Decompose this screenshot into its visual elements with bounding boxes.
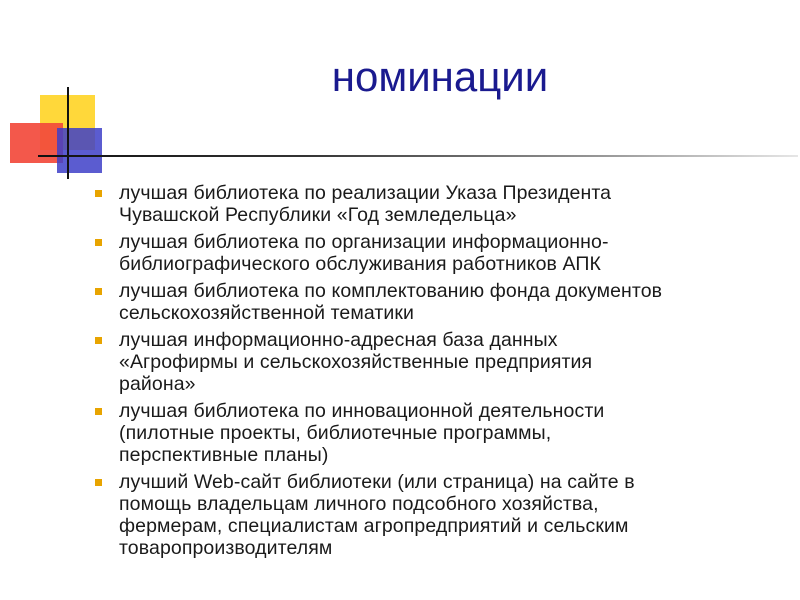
list-item (95, 329, 795, 395)
list-item (95, 231, 795, 275)
decorative-squares-logo (0, 0, 130, 190)
list-item (95, 280, 795, 324)
slide-title: номинации (331, 53, 549, 100)
list-item-text: лучшая информационно-адресная база данных «Агрофирмы и сельскохозяйственные предприятия района» (119, 329, 593, 395)
nominations-list (95, 182, 795, 564)
horizontal-divider-line (38, 155, 798, 157)
list-item-text: лучшая библиотека по комплектованию фонда документов сельскохозяйственной тематики (119, 280, 663, 324)
blue-square-shape (57, 128, 102, 173)
list-item-text: лучшая библиотека по инновационной деятельности (пилотные проекты, библиотечные программы, перспективные планы) (119, 400, 605, 466)
red-square-shape (10, 123, 63, 163)
square-bullet-icon (95, 288, 102, 295)
vertical-divider-line (67, 87, 69, 179)
list-item (95, 182, 795, 226)
square-bullet-icon (95, 190, 102, 197)
list-item-text: лучший Web-сайт библиотеки (или страница) на сайте в помощь владельцам личного подсобного хозяйства, фермерам, специалистам агропредприятий и сельским товаропроизводителям (119, 471, 635, 559)
square-bullet-icon (95, 337, 102, 344)
list-item-text: лучшая библиотека по реализации Указа Президента Чувашской Республики «Год земледельца» (119, 182, 612, 226)
square-bullet-icon (95, 408, 102, 415)
list-item-text: лучшая библиотека по организации информационно- библиографического обслуживания работников АПК (119, 231, 609, 275)
square-bullet-icon (95, 239, 102, 246)
list-item (95, 471, 795, 559)
list-item (95, 400, 795, 466)
square-bullet-icon (95, 479, 102, 486)
